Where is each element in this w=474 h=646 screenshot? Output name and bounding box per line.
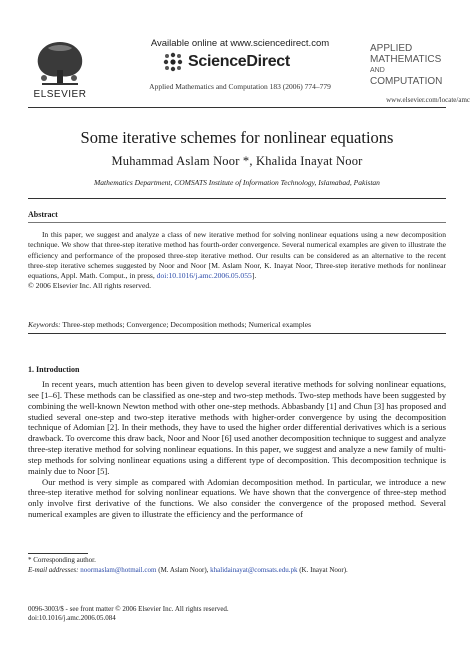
abstract-body: In this paper, we suggest and analyze a class of new iterative method for solving nonlinear equations using a new decomposition technique. We show that three-step iterative method has fourth-order convergence. Several numerical examples are given to illustrate the efficiency and performance of the proposed three-step iterative method. Our results can be considered as an alternative to the recent three-step iterative schemes suggested by Noor and Noor [M. Aslam Noor, K. Inayat Noor, Three-step iterative methods for nonlinear equations, Appl. Math. Comput., in press, — [28, 230, 446, 281]
journal-brand-line: COMPUTATION — [370, 76, 443, 87]
abstract-heading: Abstract — [28, 210, 58, 219]
article-title: Some iterative schemes for nonlinear equations — [80, 128, 394, 147]
elsevier-tree-logo — [28, 34, 92, 96]
article-affiliation: Mathematics Department, COMSATS Institute of Information Technology, Islamabad, Pakistan — [94, 178, 380, 187]
abstract-doi-link[interactable]: doi:10.1016/j.amc.2006.05.055 — [156, 271, 252, 281]
keywords-label: Keywords: — [28, 320, 61, 329]
abstract-text — [28, 230, 446, 292]
abstract-body-end: ]. — [251, 271, 257, 281]
footnote-rule — [28, 553, 88, 554]
publisher-name: ELSEVIER — [33, 89, 87, 100]
email-link-1[interactable]: noormaslam@hotmail.com — [80, 565, 157, 574]
keywords-list: Three-step methods; Convergence; Decomposition methods; Numerical examples — [62, 320, 312, 329]
email-link-2[interactable]: khalidainayat@comsats.edu.pk — [210, 565, 298, 574]
issn-line: 0096-3003/$ - see front matter © 2006 Elsevier Inc. All rights reserved. — [28, 605, 229, 613]
journal-brand-line: AND — [370, 67, 385, 74]
article-authors: Muhammad Aslam Noor *, Khalida Inayat Noor — [111, 154, 363, 168]
intro-paragraph-2: Our method is very simple as compared with Adomian decomposition method. In particular, we introduce a new three-step iterative method for solving nonlinear equations. We have shown that the convergence of three-step method only involve first derivative of the functions. We also consider the convergence of the proposed method. Several numerical examples are given to illustrate the efficiency and the performance of — [28, 476, 446, 520]
available-online-text: Available online at www.sciencedirect.com — [150, 38, 330, 49]
sciencedirect-brand: ScienceDirect — [188, 53, 290, 70]
abstract-bottom-divider — [28, 333, 446, 334]
journal-url[interactable]: www.elsevier.com/locate/amc — [386, 96, 470, 104]
journal-brand-line: MATHEMATICS — [370, 54, 442, 65]
section-heading-introduction: 1. Introduction — [28, 365, 80, 374]
email-name-1: (M. Aslam Noor), — [158, 565, 209, 574]
keywords-line — [28, 320, 446, 329]
journal-brand-line: APPLIED — [370, 43, 413, 54]
introduction-body — [28, 379, 446, 520]
doi-line: doi:10.1016/j.amc.2006.05.084 — [28, 614, 116, 622]
footnotes — [28, 556, 446, 575]
email-addresses-line — [28, 566, 446, 576]
email-label: E-mail addresses: — [28, 565, 79, 574]
sciencedirect-dots-icon — [162, 51, 184, 73]
publication-notes — [28, 605, 446, 623]
abstract-top-divider — [28, 198, 446, 199]
abstract-copyright: © 2006 Elsevier Inc. All rights reserved. — [28, 281, 152, 291]
journal-citation: Applied Mathematics and Computation 183 (2006) 774–779 — [149, 82, 331, 91]
journal-brand — [370, 43, 470, 87]
email-name-2: (K. Inayat Noor). — [299, 565, 348, 574]
corresponding-author-note: * Corresponding author. — [28, 556, 96, 564]
header-divider — [28, 107, 446, 108]
intro-paragraph-1: In recent years, much attention has been given to develop several iterative methods for solving nonlinear equations, see [1–6]. These methods can be classified as one-step and two-step methods. Two-step methods have been suggested by combining the well-known Newton method with other one-step methods. Abbasbandy [1] and Chun [3] has proposed and studied several one-step and two-step iterative methods with higher-order convergence by using the decomposition technique of Adomian [2]. In their methods, they have to used the higher order differential derivatives which is a serious drawback. To overcome this draw back, Noor and Noor [6] used another decomposition technique to suggest and analyze three-step iterative method for solving nonlinear equations. In this paper, we suggest and analyze a new family of multi-step methods for solving nonlinear equations using a different type of decomposition. This decomposition technique is mainly due to Noor [5]. — [28, 379, 446, 476]
abstract-heading-rule — [28, 222, 446, 223]
